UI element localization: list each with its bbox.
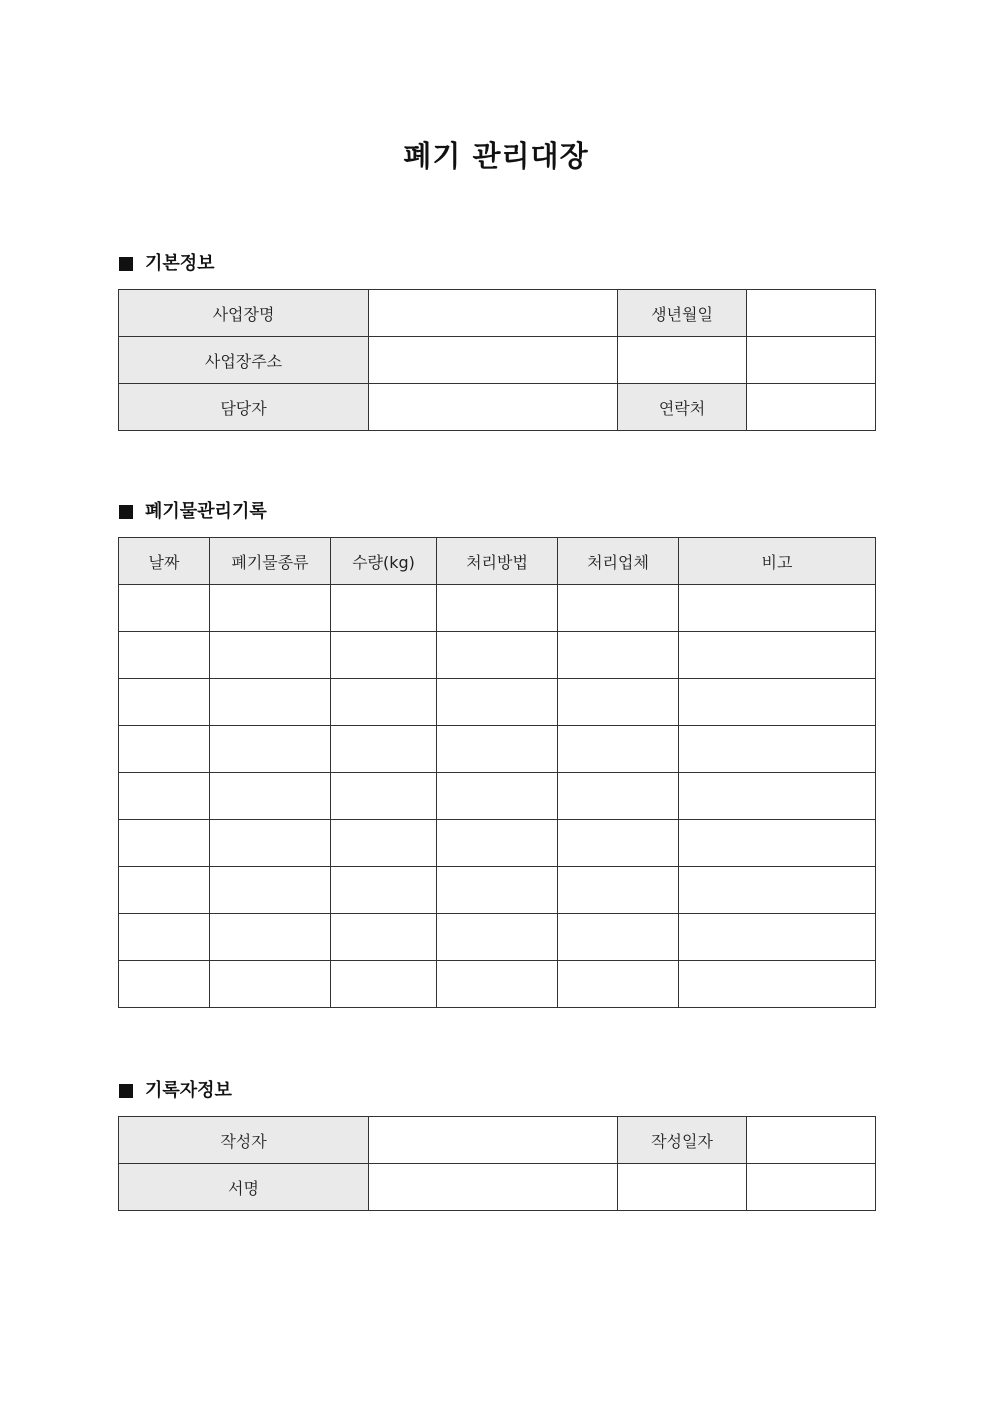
- record-cell[interactable]: [679, 679, 876, 726]
- table-row: [119, 726, 876, 773]
- recorder-info-table: [118, 1116, 876, 1211]
- record-cell[interactable]: [437, 914, 558, 961]
- section-heading-recorder: [119, 1079, 232, 1103]
- birth-date-field[interactable]: [747, 290, 876, 337]
- written-date-field[interactable]: [747, 1117, 876, 1164]
- record-cell[interactable]: [210, 726, 331, 773]
- business-name-field[interactable]: [369, 290, 618, 337]
- column-header-vendor: 처리업체: [558, 538, 679, 585]
- record-cell[interactable]: [331, 820, 437, 867]
- column-header-method: 처리방법: [437, 538, 558, 585]
- basic-info-table: [118, 289, 876, 431]
- record-cell[interactable]: [679, 820, 876, 867]
- record-cell[interactable]: [119, 726, 210, 773]
- column-header-date: 날짜: [119, 538, 210, 585]
- record-cell[interactable]: [210, 867, 331, 914]
- record-cell[interactable]: [210, 961, 331, 1008]
- record-cell[interactable]: [558, 820, 679, 867]
- record-cell[interactable]: [437, 773, 558, 820]
- section-heading-recorder-label: 기록자정보: [145, 1080, 232, 1101]
- author-field[interactable]: [369, 1117, 618, 1164]
- record-cell[interactable]: [679, 773, 876, 820]
- record-cell[interactable]: [437, 632, 558, 679]
- record-cell[interactable]: [679, 585, 876, 632]
- signature-field[interactable]: [369, 1164, 618, 1211]
- record-cell[interactable]: [210, 585, 331, 632]
- birth-date-label: 생년월일: [618, 290, 747, 337]
- table-header-row: [119, 538, 876, 585]
- table-row: [119, 820, 876, 867]
- record-cell[interactable]: [437, 679, 558, 726]
- record-cell[interactable]: [331, 773, 437, 820]
- record-cell[interactable]: [437, 867, 558, 914]
- waste-record-table: [118, 537, 876, 1008]
- record-cell[interactable]: [331, 585, 437, 632]
- record-cell[interactable]: [331, 679, 437, 726]
- manager-label: 담당자: [119, 384, 369, 431]
- record-cell[interactable]: [558, 585, 679, 632]
- record-cell[interactable]: [119, 914, 210, 961]
- square-bullet-icon: [119, 257, 133, 271]
- business-address-label: 사업장주소: [119, 337, 369, 384]
- table-row: [119, 773, 876, 820]
- record-cell[interactable]: [119, 961, 210, 1008]
- signature-label: 서명: [119, 1164, 369, 1211]
- record-cell[interactable]: [119, 773, 210, 820]
- record-cell[interactable]: [558, 679, 679, 726]
- table-row: [119, 1164, 876, 1211]
- manager-field[interactable]: [369, 384, 618, 431]
- section-heading-basic: [119, 252, 215, 276]
- record-cell[interactable]: [331, 961, 437, 1008]
- record-cell[interactable]: [210, 632, 331, 679]
- business-address-field[interactable]: [369, 337, 618, 384]
- section-heading-records: [119, 500, 267, 524]
- record-cell[interactable]: [210, 820, 331, 867]
- square-bullet-icon: [119, 1084, 133, 1098]
- record-cell[interactable]: [119, 679, 210, 726]
- record-cell[interactable]: [437, 585, 558, 632]
- contact-label: 연락처: [618, 384, 747, 431]
- record-cell[interactable]: [331, 726, 437, 773]
- record-cell[interactable]: [331, 867, 437, 914]
- column-header-remarks: 비고: [679, 538, 876, 585]
- record-cell[interactable]: [437, 726, 558, 773]
- table-row: [119, 679, 876, 726]
- record-cell[interactable]: [679, 726, 876, 773]
- record-cell[interactable]: [119, 867, 210, 914]
- waste-record-body: [119, 585, 876, 1008]
- table-row: [119, 961, 876, 1008]
- section-heading-basic-label: 기본정보: [145, 253, 215, 274]
- record-cell[interactable]: [119, 585, 210, 632]
- column-header-waste-type: 폐기물종류: [210, 538, 331, 585]
- record-cell[interactable]: [558, 632, 679, 679]
- table-row: [119, 914, 876, 961]
- document-title: 폐기 관리대장: [403, 139, 589, 173]
- table-row: [119, 290, 876, 337]
- table-row: [119, 384, 876, 431]
- business-name-label: 사업장명: [119, 290, 369, 337]
- record-cell[interactable]: [679, 632, 876, 679]
- written-date-label: 작성일자: [618, 1117, 747, 1164]
- record-cell[interactable]: [679, 914, 876, 961]
- record-cell[interactable]: [558, 726, 679, 773]
- table-row: [119, 337, 876, 384]
- record-cell[interactable]: [679, 867, 876, 914]
- record-cell[interactable]: [331, 914, 437, 961]
- record-cell[interactable]: [210, 773, 331, 820]
- square-bullet-icon: [119, 505, 133, 519]
- blank-cell[interactable]: [618, 337, 747, 384]
- section-heading-records-label: 폐기물관리기록: [145, 501, 267, 522]
- record-cell[interactable]: [119, 820, 210, 867]
- record-cell[interactable]: [437, 820, 558, 867]
- record-cell[interactable]: [558, 914, 679, 961]
- contact-field[interactable]: [747, 384, 876, 431]
- record-cell[interactable]: [437, 961, 558, 1008]
- table-row: [119, 585, 876, 632]
- record-cell[interactable]: [331, 632, 437, 679]
- blank-cell[interactable]: [618, 1164, 747, 1211]
- table-row: [119, 632, 876, 679]
- record-cell[interactable]: [679, 961, 876, 1008]
- blank-cell[interactable]: [747, 1164, 876, 1211]
- record-cell[interactable]: [210, 679, 331, 726]
- record-cell[interactable]: [558, 867, 679, 914]
- record-cell[interactable]: [210, 914, 331, 961]
- table-row: [119, 1117, 876, 1164]
- record-cell[interactable]: [558, 773, 679, 820]
- blank-cell[interactable]: [747, 337, 876, 384]
- author-label: 작성자: [119, 1117, 369, 1164]
- table-row: [119, 867, 876, 914]
- record-cell[interactable]: [558, 961, 679, 1008]
- column-header-quantity: 수량(kg): [331, 538, 437, 585]
- record-cell[interactable]: [119, 632, 210, 679]
